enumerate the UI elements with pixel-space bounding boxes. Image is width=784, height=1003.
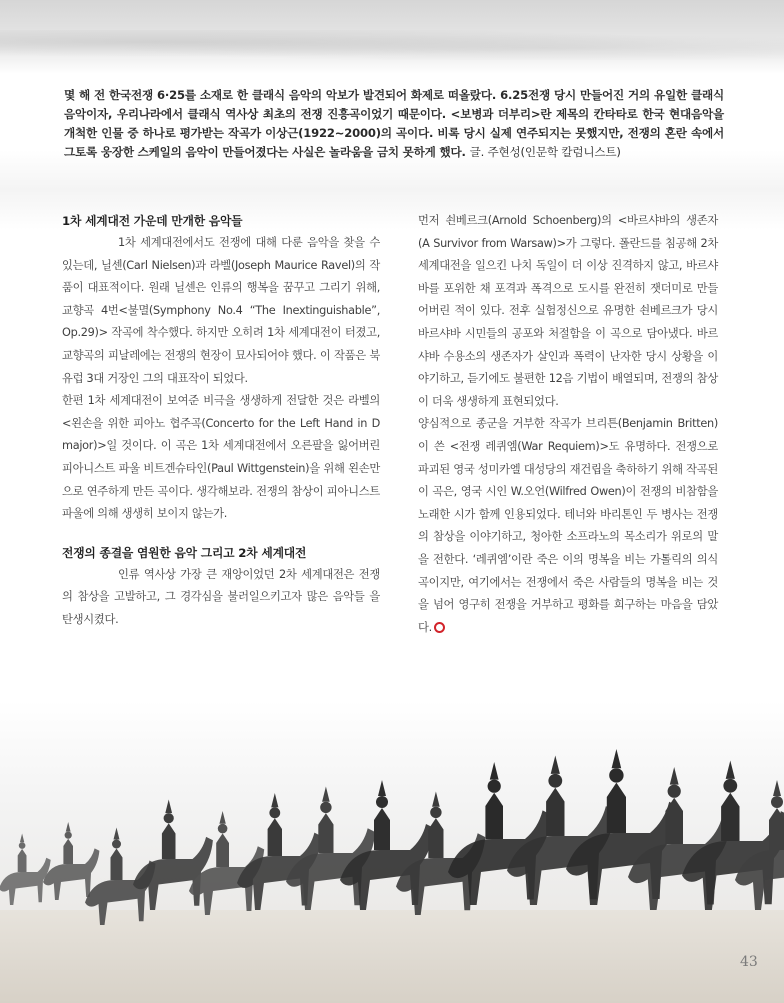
page-number: 43 <box>740 954 758 970</box>
body-paragraph-final <box>418 413 718 639</box>
body-paragraph: 1차 세계대전에서도 전쟁에 대해 다룬 음악을 찾을 수 있는데, 닐센(Carl Nielsen)과 라벨(Joseph Maurice Ravel)의 작품이 대표적이다. 원래 닐센은 인류의 행복을 꿈꾸고 그리기 위해, 교향곡 4번<불멸(Symphony No.4 “The Inextinguishable”, Op.29)> 작곡에 착수했다. 하지만 오히려 1차 세계대전이 터졌고, 교향곡의 피날레에는 전쟁의 현장이 묘사되어야 했다. 이 작품은 북유럽 3대 거장인 그의 대표작이 되었다. <box>62 236 380 385</box>
header-ink-wash <box>0 0 784 74</box>
section-heading-ww2: 전쟁의 종결을 염원한 음악 그리고 2차 세계대전 <box>62 545 307 560</box>
end-of-article-icon <box>434 622 445 633</box>
intro-text: 몇 해 전 한국전쟁 6·25를 소재로 한 클래식 음악의 악보가 발견되어 화제로 떠올랐다. 6.25전쟁 당시 만들어진 거의 유일한 클래식 음악이자, 우리나라에서 클래식 역사상 최초의 전쟁 진흥곡이었기 때문이다. <보병과 더부리>란 제목의 칸타타로 한국 현대음악을 개척한 인물 중 하나로 평가받는 작곡가 이상근(1922~2000)의 곡이다. 비록 당시 실제 연주되지는 못했지만, 전쟁의 혼란 속에서 그토록 웅장한 스케일의 음악이 만들어졌다는 사실은 놀라움을 금치 못하게 했다. <box>64 87 724 159</box>
section-heading-ww1: 1차 세계대전 가운데 만개한 음악들 <box>62 214 243 228</box>
right-column <box>418 210 718 639</box>
left-column <box>62 210 380 632</box>
cavalry-illustration <box>0 700 784 1003</box>
byline: 글. 주현성(인문학 칼럼니스트) <box>469 144 621 159</box>
body-paragraph: 먼저 쇤베르크(Arnold Schoenberg)의 <바르샤바의 생존자(A Survivor from Warsaw)>가 그렇다. 폴란드를 침공해 2차 세계대전을 일으킨 나치 독일이 더 이상 진격하지 않고, 바르샤바를 포위한 채 포격과 폭격으로 도시를 완전히 잿더미로 만들어버린 적이 있다. 전후 실험정신으로 유명한 쇤베르크가 당시 바르샤바 시민들의 공포와 처절함을 이 곡으로 담아냈다. 바르샤바 수용소의 생존자가 살인과 폭력이 난자한 당시 상황을 이야기하고, 듣기에도 불편한 12음 기법이 배열되며, 전쟁의 참상이 더욱 생생하게 표현되었다. <box>418 214 718 408</box>
intro-paragraph <box>64 86 724 162</box>
body-paragraph: 인류 역사상 가장 큰 재앙이었던 2차 세계대전은 전쟁의 참상을 고발하고, 그 경각심을 불러일으키고자 많은 음악들 을 탄생시켰다. <box>62 567 380 626</box>
body-paragraph: 한편 1차 세계대전이 보여준 비극을 생생하게 전달한 것은 라벨의 <왼손을 위한 피아노 협주곡(Concerto for the Left Hand in D major)>일 것이다. 이 곡은 1차 세계대전에서 오른팔을 잃어버린 피아니스트 파울 비트겐슈타인(Paul Wittgenstein)을 위해 왼손만으로 연주하게 만든 곡이다. 생각해보라. 전쟁의 참상이 피아니스트 파울에 의해 생생히 보이지 않는가. <box>62 394 380 521</box>
final-text: 양심적으로 종군을 거부한 작곡가 브리튼(Benjamin Britten)이 쓴 <전쟁 레퀴엠(War Requiem)>도 유명하다. 전쟁으로 파괴된 영국 성미카엘 대성당의 재건립을 축하하기 위해 작곡된 이 곡은, 영국 시인 W.오언(Wilfred Owen)이 전쟁의 비참함을 노래한 시가 함께 인용되었다. 테너와 바리톤인 두 병사는 전쟁의 참상을 이야기하고, 청아한 소프라노의 목소리가 위로의 말을 전한다. ‘레퀴엠’이란 죽은 이의 명복을 비는 가톨릭의 의식곡이지만, 여기에서는 전쟁에서 죽은 사람들의 명복을 비는 것을 넘어 영구히 전쟁을 거부하고 평화를 희구하는 마음을 담았다. <box>418 417 718 634</box>
